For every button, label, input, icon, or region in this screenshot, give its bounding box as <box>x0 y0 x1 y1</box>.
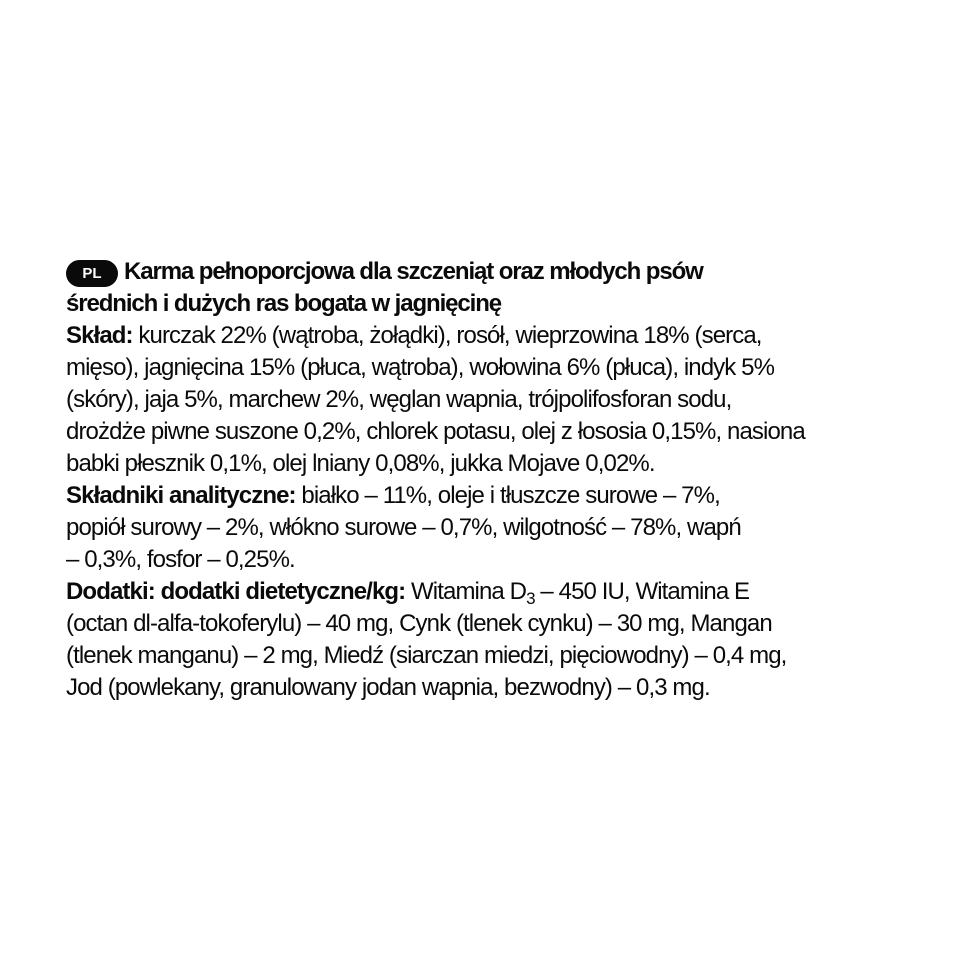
additives-line-2: (octan dl-alfa-tokoferylu) – 40 mg, Cynk (tlenek cynku) – 30 mg, Mangan <box>66 610 772 637</box>
additives-heading: Dodatki: dodatki dietetyczne/kg: <box>66 578 406 605</box>
composition-line-4: drożdże piwne suszone 0,2%, chlorek potasu, olej z łososia 0,15%, nasiona <box>66 418 805 445</box>
composition-line-2: mięso), jagnięcina 15% (płuca, wątroba), wołowina 6% (płuca), indyk 5% <box>66 354 775 381</box>
composition-heading: Skład: <box>66 322 133 349</box>
additives-subscript: 3 <box>526 589 535 608</box>
product-title-text-1: Karma pełnoporcjowa dla szczeniąt oraz młodych psów <box>124 258 703 285</box>
additives-line-3: (tlenek manganu) – 2 mg, Miedź (siarczan miedzi, pięciowodny) – 0,4 mg, <box>66 642 787 669</box>
product-title-line-2: średnich i dużych ras bogata w jagnięcinę <box>66 290 502 317</box>
analytical-line-3: – 0,3%, fosfor – 0,25%. <box>66 546 295 573</box>
composition-line-1 <box>66 320 912 352</box>
analytical-line-2: popiół surowy – 2%, włókno surowe – 0,7%, wilgotność – 78%, wapń <box>66 514 741 541</box>
analytical-line-1 <box>66 480 912 512</box>
ingredients-label <box>66 256 912 704</box>
analytical-text-1: białko – 11%, oleje i tłuszcze surowe – 7%, <box>301 482 720 509</box>
language-badge: PL <box>66 260 118 287</box>
additives-line-1 <box>66 576 912 608</box>
additives-text-1-pre: Witamina D <box>411 578 527 605</box>
composition-line-3: (skóry), jaja 5%, marchew 2%, węglan wapnia, trójpolifosforan sodu, <box>66 386 732 413</box>
product-title-line-1 <box>66 256 912 288</box>
additives-line-4: Jod (powlekany, granulowany jodan wapnia, bezwodny) – 0,3 mg. <box>66 674 710 701</box>
analytical-heading: Składniki analityczne: <box>66 482 296 509</box>
composition-text-1: kurczak 22% (wątroba, żołądki), rosół, wieprzowina 18% (serca, <box>138 322 762 349</box>
composition-line-5: babki płesznik 0,1%, olej lniany 0,08%, jukka Mojave 0,02%. <box>66 450 655 477</box>
additives-text-1-post: – 450 IU, Witamina E <box>534 578 750 605</box>
